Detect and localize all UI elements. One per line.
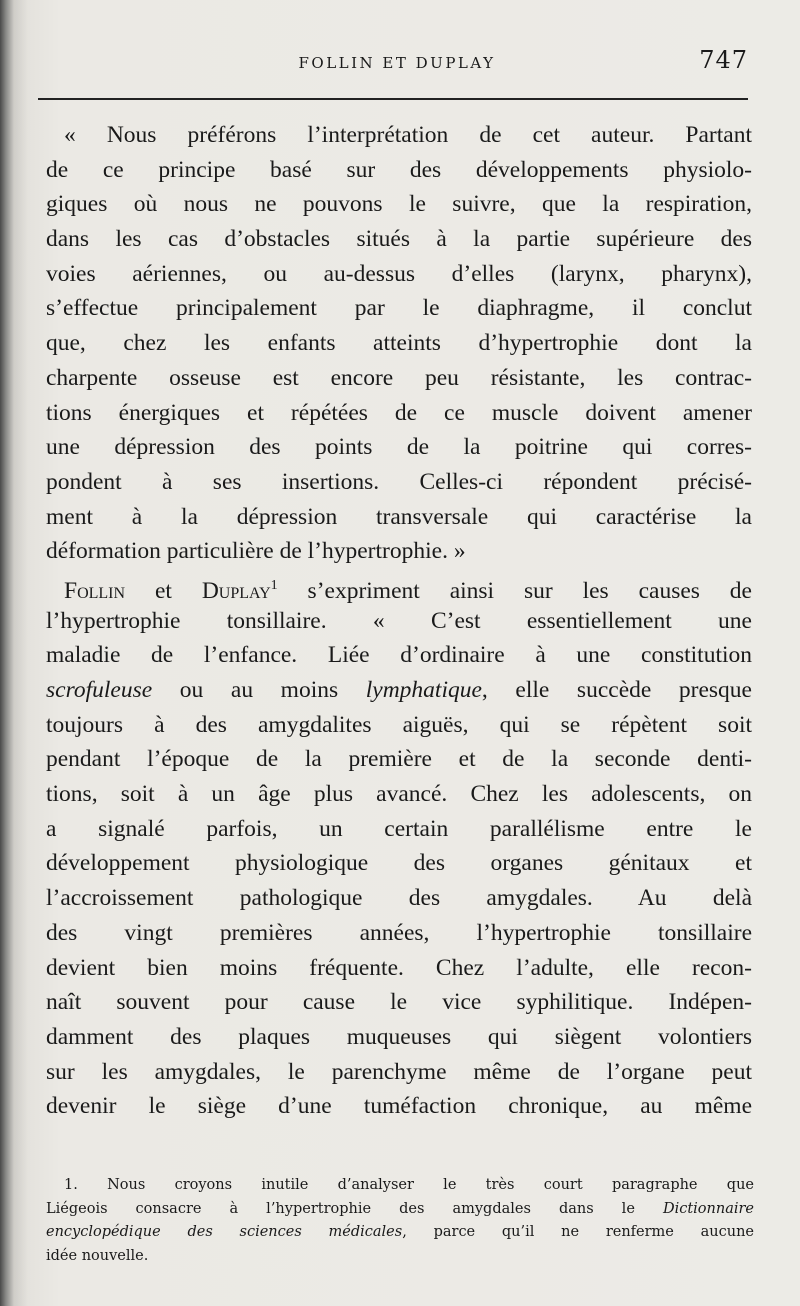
body-text bbox=[46, 118, 752, 1124]
text-line: devient bien moins fréquente. Chez l’adulte, elle recon- bbox=[46, 954, 752, 981]
text-line-italics bbox=[46, 673, 752, 708]
footnote-line bbox=[46, 1198, 754, 1222]
text-line: pendant l’époque de la première et de la seconde denti- bbox=[46, 746, 752, 773]
text-span: Liégeois consacre à l’hypertrophie des amygdales dans le bbox=[46, 1200, 663, 1217]
text-line: que, chez les enfants atteints d’hypertrophie dont la bbox=[46, 330, 752, 357]
text-span: ou au moins bbox=[152, 677, 366, 703]
text-line: l’hypertrophie tonsillaire. « C’est essentiellement une bbox=[46, 607, 752, 634]
text-line: devenir le siège d’une tuméfaction chronique, au même bbox=[46, 1093, 752, 1120]
text-line: déformation particulière de l’hypertrophie. » bbox=[46, 538, 466, 565]
page-header bbox=[46, 44, 748, 84]
header-rule bbox=[38, 98, 748, 100]
footnote-line: 1. Nous croyons inutile d’analyser le très court paragraphe que bbox=[64, 1177, 754, 1193]
text-line: charpente osseuse est encore peu résistante, les contrac- bbox=[46, 364, 752, 391]
text-span: s’expriment ainsi sur les causes de bbox=[277, 577, 752, 604]
italic-title: Dictionnaire bbox=[662, 1200, 754, 1217]
text-line: tions, soit à un âge plus avancé. Chez les adolescents, on bbox=[46, 781, 752, 808]
text-line: a signalé parfois, un certain parallélisme entre le bbox=[46, 815, 752, 842]
conjunction: et bbox=[125, 577, 202, 604]
author-name: Duplay bbox=[201, 577, 271, 604]
text-span: , parce qu’il ne renferme aucune bbox=[402, 1224, 754, 1240]
footnote-line: idée nouvelle. bbox=[46, 1247, 149, 1264]
text-line: de ce principe basé sur des développements physiolo- bbox=[46, 156, 752, 183]
page-number: 747 bbox=[699, 46, 748, 74]
text-span: , elle succède presque bbox=[481, 677, 752, 703]
text-line: l’accroissement pathologique des amygdales. Au delà bbox=[46, 885, 752, 912]
text-line: ment à la dépression transversale qui caractérise la bbox=[46, 503, 752, 530]
text-line: « Nous préférons l’interprétation de cet auteur. Partant bbox=[64, 122, 752, 148]
text-line: développement physiologique des organes génitaux et bbox=[46, 850, 752, 877]
footnote bbox=[46, 1174, 754, 1268]
running-head: FOLLIN ET DUPLAY bbox=[298, 54, 496, 72]
text-line: dans les cas d’obstacles situés à la partie supérieure des bbox=[46, 226, 752, 253]
text-line: sur les amygdales, le parenchyme même de l’organe peut bbox=[46, 1058, 752, 1085]
text-line: des vingt premières années, l’hypertrophie tonsillaire bbox=[46, 919, 752, 946]
text-line: giques où nous ne pouvons le suivre, que la respiration, bbox=[46, 191, 752, 218]
text-line: tions énergiques et répétées de ce muscle doivent amener bbox=[46, 399, 752, 426]
text-line: maladie de l’enfance. Liée d’ordinaire à une constitution bbox=[46, 642, 752, 669]
text-line-authors bbox=[46, 569, 752, 604]
italic-title: encyclopédique des sciences médicales bbox=[46, 1224, 403, 1240]
italic-term: scrofuleuse bbox=[46, 677, 153, 703]
footnote-line bbox=[46, 1221, 754, 1245]
text-line: toujours à des amygdalites aiguës, qui se répètent soit bbox=[46, 711, 752, 738]
text-line: pondent à ses insertions. Celles-ci répondent précisé- bbox=[46, 468, 752, 495]
italic-term: lymphatique bbox=[365, 677, 482, 703]
author-name: Follin bbox=[64, 577, 126, 604]
text-line: voies aériennes, ou au-dessus d’elles (larynx, pharynx), bbox=[46, 260, 752, 287]
footnote-reference: 1 bbox=[270, 577, 278, 593]
text-line: s’effectue principalement par le diaphragme, il conclut bbox=[46, 295, 752, 322]
text-line: une dépression des points de la poitrine qui corres- bbox=[46, 434, 752, 461]
text-line: naît souvent pour cause le vice syphilitique. Indépen- bbox=[46, 989, 752, 1016]
text-line: damment des plaques muqueuses qui siègent volontiers bbox=[46, 1023, 752, 1050]
